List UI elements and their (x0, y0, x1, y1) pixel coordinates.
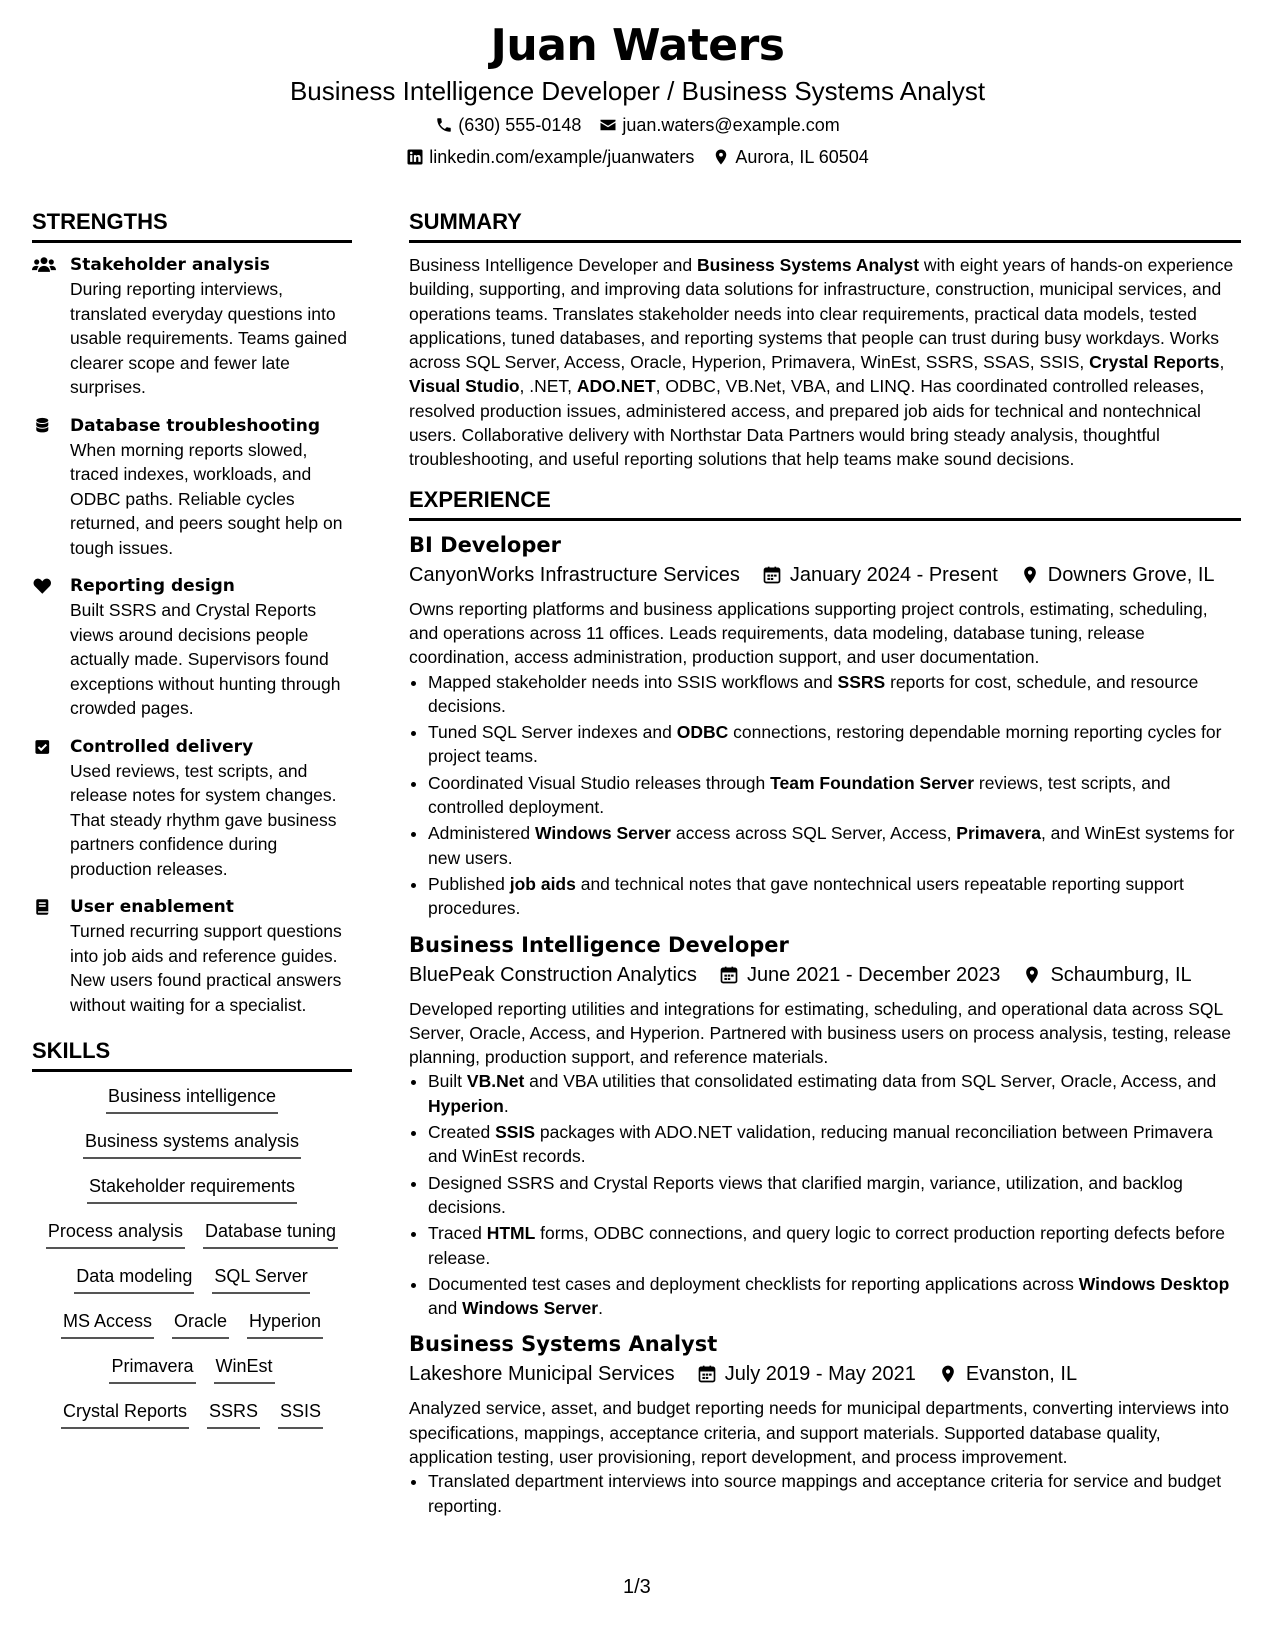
map-pin-icon (938, 1364, 958, 1384)
strength-item (32, 253, 352, 400)
skill-tag: Business intelligence (106, 1082, 278, 1114)
skill-tag: SSRS (207, 1397, 260, 1429)
skill-tag: Hyperion (247, 1307, 323, 1339)
job-meta (409, 959, 1241, 991)
job-bullet: • Mapped stakeholder needs into SSIS workflows and SSRS reports for cost, schedule, and resource decisions. (428, 670, 1241, 719)
strength-name: Database troubleshooting (70, 415, 321, 436)
calendar-icon (719, 965, 739, 985)
job-company: Lakeshore Municipal Services (409, 1363, 675, 1386)
skill-tag: Stakeholder requirements (87, 1172, 297, 1204)
job-entry (409, 531, 1241, 921)
job-dates: July 2019 - May 2021 (724, 1363, 916, 1386)
skill-tag: Process analysis (46, 1217, 185, 1249)
strengths-heading: STRENGTHS (32, 208, 352, 243)
job-location: Downers Grove, IL (1047, 563, 1215, 586)
location-text: Aurora, IL 60504 (735, 147, 869, 167)
skill-row (32, 1127, 352, 1172)
job-bullet: • Published job aids and technical notes that gave nontechnical users repeatable reporting support procedures. (428, 872, 1241, 921)
strength-name: Controlled delivery (70, 736, 254, 757)
job-title: Business Intelligence Developer (409, 932, 789, 957)
skill-tag: SQL Server (212, 1262, 309, 1294)
skill-row (32, 1262, 352, 1307)
job-entry (409, 1330, 1241, 1517)
skill-tag: Business systems analysis (83, 1127, 301, 1159)
job-bullet: • Documented test cases and deployment checklists for reporting applications across Windows Desktop and Windows Server. (428, 1272, 1241, 1321)
map-pin-icon (1022, 965, 1042, 985)
job-bullet: • Designed SSRS and Crystal Reports views that clarified margin, variance, utilization, and backlog decisions. (428, 1171, 1241, 1220)
users-icon (32, 255, 56, 275)
job-company: BluePeak Construction Analytics (409, 963, 697, 986)
map-pin-icon (1020, 565, 1040, 585)
skill-row (32, 1397, 352, 1442)
strength-name: User enablement (70, 897, 234, 917)
strength-item (32, 895, 352, 1017)
job-description: Developed reporting utilities and integrations for estimating, scheduling, and operational data across SQL Server, Oracle, Access, and Hyperion. Partnered with business users on process analysis, testing, release planning, production support, and reference materials. (409, 998, 1231, 1068)
job-bullet: • Created SSIS packages with ADO.NET validation, reducing manual reconciliation between Primavera and WinEst records. (428, 1120, 1241, 1169)
book-icon (32, 897, 56, 917)
calendar-icon (697, 1364, 717, 1384)
linkedin-url[interactable]: linkedin.com/example/juanwaters (429, 147, 695, 167)
skill-tag: Primavera (109, 1352, 195, 1384)
skill-tag: Database tuning (203, 1217, 338, 1249)
job-meta (409, 559, 1241, 591)
strength-item (32, 735, 352, 882)
job-location: Schaumburg, IL (1050, 963, 1192, 986)
skill-row (32, 1352, 352, 1397)
job-bullet: • Tuned SQL Server indexes and ODBC connections, restoring dependable morning reporting cycles for project teams. (428, 720, 1241, 769)
job-meta (409, 1358, 1241, 1390)
skill-tag: MS Access (61, 1307, 154, 1339)
email-item[interactable] (599, 110, 839, 140)
skills-heading: SKILLS (32, 1037, 352, 1072)
strength-desc: During reporting interviews, translated everyday questions into usable requirements. Teams gained clearer scope and fewer late surprises. (70, 279, 347, 397)
contact-row-1 (0, 110, 1275, 140)
job-dates: January 2024 - Present (789, 563, 998, 586)
map-pin-icon (712, 148, 730, 166)
phone-icon (435, 116, 453, 134)
experience-heading: EXPERIENCE (409, 486, 1241, 521)
skill-row (32, 1082, 352, 1127)
heart-icon (32, 576, 56, 596)
strength-item (32, 414, 352, 561)
job-bullets (409, 670, 1241, 921)
phone-item (435, 110, 581, 140)
job-description: Analyzed service, asset, and budget reporting needs for municipal departments, converting interviews into specifications, mappings, acceptance criteria, and support materials. Supported database quality, application testing, user provisioning, report development, and process improvement. (409, 1398, 1230, 1467)
calendar-icon (762, 565, 782, 585)
checkbox-icon (32, 737, 56, 757)
job-bullet: • Administered Windows Server access across SQL Server, Access, Primavera, and WinEst systems for new users. (428, 821, 1241, 870)
strength-name: Stakeholder analysis (70, 255, 270, 275)
experience-list (409, 531, 1241, 1518)
strength-item (32, 574, 352, 721)
left-column (32, 208, 352, 1442)
candidate-title: Business Intelligence Developer / Business Systems Analyst (289, 76, 986, 106)
job-entry (409, 931, 1241, 1321)
strength-desc: Used reviews, test scripts, and release notes for system changes. That steady rhythm gave business partners confidence during production releases. (70, 760, 337, 879)
page-number: 1/3 (623, 1576, 651, 1598)
database-icon (32, 416, 56, 436)
job-bullet: • Traced HTML forms, ODBC connections, and query logic to correct production reporting defects before release. (428, 1221, 1241, 1270)
phone-number: (630) 555-0148 (458, 115, 582, 135)
candidate-name: Juan Waters (490, 20, 785, 71)
skill-row (32, 1307, 352, 1352)
job-company: CanyonWorks Infrastructure Services (409, 563, 740, 586)
job-description: Owns reporting platforms and business applications supporting project controls, estimating, scheduling, and operations across 11 offices. Leads requirements, data modeling, database tuning, release coordination, access administration, production support, and user documentation. (409, 598, 1208, 668)
skill-tag: Oracle (172, 1307, 229, 1339)
envelope-icon (599, 116, 617, 134)
job-title: Business Systems Analyst (409, 1332, 718, 1357)
strength-name: Reporting design (70, 576, 235, 596)
skill-row (32, 1172, 352, 1217)
job-dates: June 2021 - December 2023 (746, 963, 1001, 986)
job-bullets (409, 1469, 1241, 1518)
job-bullets (409, 1069, 1241, 1320)
summary-heading: SUMMARY (409, 208, 1241, 243)
skill-row (32, 1217, 352, 1262)
email-address[interactable]: juan.waters@example.com (622, 115, 840, 135)
right-column (409, 208, 1241, 1528)
job-bullet: • Coordinated Visual Studio releases through Team Foundation Server reviews, test scripts, and controlled deployment. (428, 771, 1241, 820)
skill-tag: WinEst (214, 1352, 275, 1384)
linkedin-icon (406, 148, 424, 166)
job-title: BI Developer (409, 532, 561, 557)
job-bullet: • Translated department interviews into source mappings and acceptance criteria for service and budget reporting. (428, 1469, 1241, 1518)
linkedin-item[interactable] (406, 142, 694, 172)
strength-desc: Built SSRS and Crystal Reports views around decisions people actually made. Supervisors found exceptions without hunting through crowded pages. (70, 600, 341, 718)
location-item (712, 142, 868, 172)
summary-text: Business Intelligence Developer and Business Systems Analyst with eight years of hands-on experience building, supporting, and improving data solutions for infrastructure, construction, municipal services, and operations teams. Translates stakeholder needs into clear requirements, practical data models, tested applications, tuned databases, and reporting systems that people can trust during busy workdays. Works across SQL Server, Access, Oracle, Hyperion, Primavera, WinEst, SSRS, SSAS, SSIS, Crystal Reports, Visual Studio, .NET, ADO.NET, ODBC, VB.Net, VBA, and LINQ. Has coordinated controlled releases, resolved production issues, administered access, and prepared job aids for technical and nontechnical users. Collaborative delivery with Northstar Data Partners would bring steady analysis, thoughtful troubleshooting, and useful reporting solutions that help teams make sound decisions. (409, 255, 1234, 470)
skills-list (32, 1082, 352, 1442)
job-location: Evanston, IL (965, 1363, 1078, 1386)
strength-desc: When morning reports slowed, traced indexes, workloads, and ODBC paths. Reliable cycles returned, and peers sought help on tough issues. (70, 439, 343, 558)
resume-header (0, 18, 1275, 172)
skill-tag: SSIS (278, 1397, 323, 1429)
job-bullet: • Built VB.Net and VBA utilities that consolidated estimating data from SQL Server, Oracle, Access, and Hyperion. (428, 1069, 1241, 1118)
skill-tag: Crystal Reports (61, 1397, 189, 1429)
skill-tag: Data modeling (74, 1262, 194, 1294)
contact-row-2 (0, 142, 1275, 172)
strength-desc: Turned recurring support questions into job aids and reference guides. New users found practical answers without waiting for a specialist. (70, 921, 342, 1015)
